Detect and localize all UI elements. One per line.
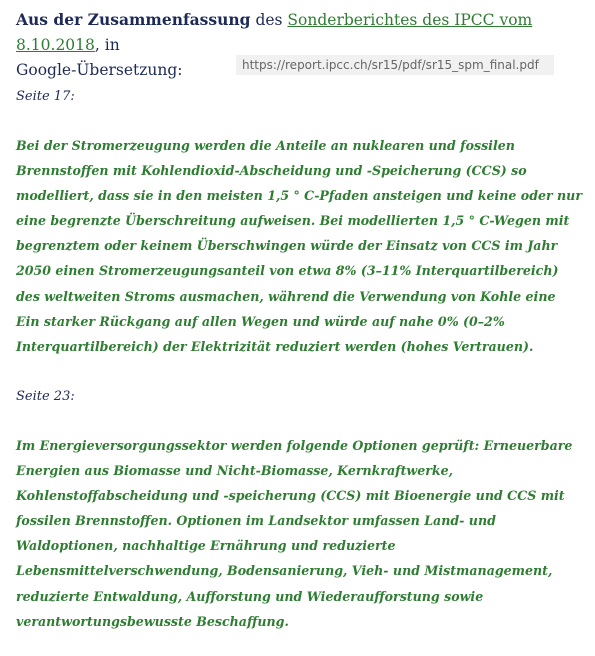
quote-line: modelliert, dass sie in den meisten 1,5 ° C-Pfaden ansteigen und keine oder nur [16, 188, 582, 204]
quote-line: Brennstoffen mit Kohlendioxid-Abscheidung und -Speicherung (CCS) so [16, 163, 527, 179]
quote-line: begrenztem oder keinem Überschwingen würde der Einsatz von CCS im Jahr [16, 238, 558, 254]
intro-text-end: , in [94, 36, 120, 54]
ipcc-report-link[interactable]: Sonderberichtes des IPCC vom 8.10.2018 [16, 11, 533, 54]
section-label-page-23: Seite 23: [16, 389, 75, 404]
quote-page-17 [16, 133, 581, 359]
quote-line: fossilen Brennstoffen. Optionen im Landsektor umfassen Land- und [16, 513, 496, 529]
quote-line: verantwortungsbewusste Beschaffung. [16, 613, 289, 629]
intro-line2: Google-Übersetzung: [16, 61, 183, 79]
intro-text-middle: des [250, 11, 288, 29]
quote-line: Im Energieversorgungssektor werden folgende Optionen geprüft: Erneuerbare [16, 438, 573, 453]
section-label-page-17: Seite 17: [16, 89, 75, 104]
quote-line: Interquartilbereich) der Elektrizität reduziert werden (hohes Vertrauen). [16, 338, 534, 354]
quote-line: Kohlenstoffabscheidung und -speicherung (CCS) mit Bioenergie und CCS mit [16, 488, 565, 504]
quote-line: Waldoptionen, nachhaltige Ernährung und reduzierte [16, 538, 396, 554]
quote-line: des weltweiten Stroms ausmachen, während die Verwendung von Kohle eine [16, 288, 556, 304]
quote-line: Bei der Stromerzeugung werden die Anteile an nuklearen und fossilen [16, 138, 515, 153]
quote-page-23 [16, 433, 581, 634]
source-url-box[interactable]: https://report.ipcc.ch/sr15/pdf/sr15_spm_final.pdf [236, 55, 554, 75]
quote-line: 2050 einen Stromerzeugungsanteil von etwa 8% (3–11% Interquartilbereich) [16, 263, 559, 279]
quote-line: reduzierte Entwaldung, Aufforstung und Wiederaufforstung sowie [16, 588, 484, 604]
quote-line: Energien aus Biomasse und Nicht-Biomasse, Kernkraftwerke, [16, 463, 454, 479]
quote-line: Ein starker Rückgang auf allen Wegen und würde auf nahe 0% (0–2% [16, 313, 505, 329]
quote-line: Lebensmittelverschwendung, Bodensanierung, Vieh- und Mistmanagement, [16, 563, 553, 579]
intro-bold-text: Aus der Zusammenfassung [16, 10, 251, 29]
quote-line: eine begrenzte Überschreitung aufweisen. Bei modellierten 1,5 ° C-Wegen mit [16, 213, 570, 229]
